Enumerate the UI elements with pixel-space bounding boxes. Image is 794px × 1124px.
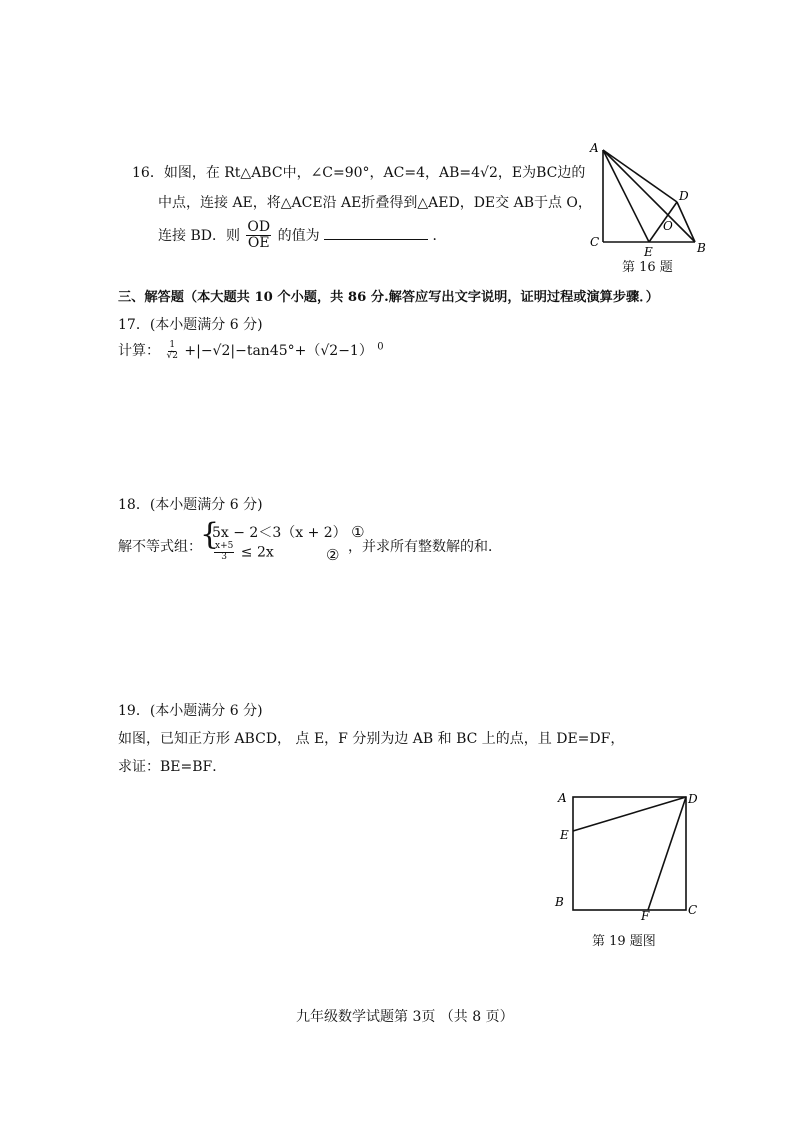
q18-title: 18．(本小题满分 6 分)	[118, 497, 263, 513]
q18-inequality-2	[212, 542, 274, 563]
q17-fraction-denominator: √2	[166, 350, 178, 361]
q18-prefix: 解不等式组：	[118, 539, 202, 555]
q16-line1: 16．如图，在 Rt△ABC中，∠C=90°，AC=4，AB=4√2，E为BC边的	[132, 165, 586, 181]
q19-title: 19．(本小题满分 6 分)	[118, 703, 263, 719]
q19-caption: 第 19 题图	[592, 934, 656, 949]
q18-ineq2-rest: ≤ 2x	[240, 544, 274, 561]
q19-label-B: B	[555, 895, 564, 909]
q16-label-C: C	[590, 235, 600, 249]
q19-label-D: D	[688, 792, 698, 806]
q19-label-F: F	[641, 909, 650, 920]
section3-heading: 三、解答题（本大题共 10 个小题，共 86 分.解答应写出文字说明，证明过程或演算步骤．）	[118, 290, 659, 305]
q18-ineq2-denominator: 3	[221, 551, 228, 562]
q16-label-A: A	[590, 141, 599, 155]
q16-fraction	[246, 220, 271, 252]
q18-ineq2-fraction	[214, 542, 234, 563]
q16-line3-suffix: 的值为	[277, 227, 320, 244]
q19-label-E: E	[560, 828, 569, 842]
q19-line1: 如图，已知正方形 ABCD， 点 E，F 分别为边 AB 和 BC 上的点，且 DE=DF，	[118, 731, 625, 747]
q19-label-C: C	[688, 903, 698, 917]
q16-line3-prefix: 连接 BD．则	[158, 227, 240, 244]
q17-title: 17．(本小题满分 6 分)	[118, 317, 263, 333]
q17-expression	[118, 340, 384, 361]
q16-line3-end: ．	[432, 227, 447, 244]
q16-line2: 中点，连接 AE，将△ACE沿 AE折叠得到△AED，DE交 AB于点 O，	[158, 195, 592, 211]
q16-segment-DB	[677, 202, 695, 242]
q16-fraction-denominator: OE	[247, 235, 270, 252]
q18-suffix: ，并求所有整数解的和．	[348, 539, 502, 555]
q17-fraction-numerator: 1	[169, 339, 176, 350]
q18-ineq1-text: 5x − 2＜3（x + 2）	[212, 525, 347, 541]
q16-figure	[585, 138, 710, 270]
q16-fraction-numerator: OD	[247, 219, 271, 235]
q17-rest: +|−√2|−tan45°+（√2−1）	[184, 343, 373, 359]
q18-mark-2: ②	[326, 546, 340, 564]
q16-answer-blank[interactable]	[324, 227, 428, 240]
page-footer: 九年级数学试题第 3页 （共 8 页）	[296, 1009, 514, 1025]
q18-ineq2-numerator: x+5	[215, 541, 234, 551]
q16-label-O: O	[663, 219, 673, 233]
q16-label-E: E	[644, 245, 653, 259]
q19-segment-ED	[573, 797, 686, 831]
q18-mark-1: ①	[351, 523, 365, 541]
q16-line3	[158, 220, 446, 252]
q16-segment-AD	[603, 150, 677, 202]
q18-inequality-1	[212, 522, 365, 542]
q19-figure	[550, 786, 710, 920]
q16-caption: 第 16 题	[622, 260, 673, 275]
q16-label-D: D	[679, 189, 689, 203]
q19-label-A: A	[558, 791, 567, 805]
q17-fraction	[166, 341, 177, 362]
q17-prefix: 计算：	[118, 343, 160, 359]
q19-segment-FD	[648, 797, 686, 910]
q17-exponent: 0	[377, 341, 384, 353]
q18-brace: {	[200, 517, 220, 552]
q19-line2: 求证：BE=BF．	[118, 759, 227, 775]
q16-label-B: B	[697, 241, 706, 255]
q16-segment-AE	[603, 150, 649, 242]
